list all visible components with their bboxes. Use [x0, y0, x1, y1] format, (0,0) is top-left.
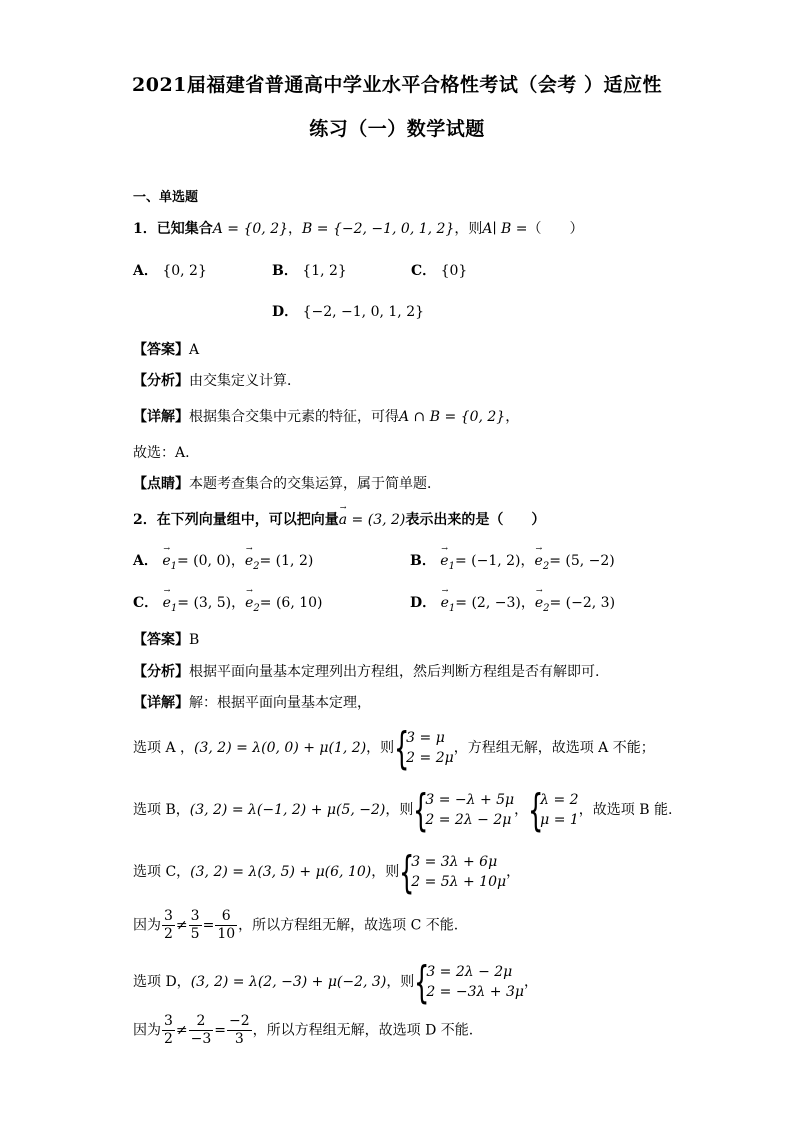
option-label: C． [411, 263, 437, 279]
because-conclusion: ，所以方程组无解，故选项 D 不能. [252, 1022, 474, 1039]
analysis-tag: 【分析】 [133, 664, 189, 680]
solution-conclusion: ，故选项 B 能. [578, 802, 673, 818]
option-label: B． [272, 263, 298, 279]
solution-equation: (3, 2) = λ(−1, 2) + μ(5, −2) [189, 802, 386, 818]
detail-tag: 【详解】 [133, 695, 189, 711]
q2-answer [133, 629, 199, 649]
vector-e1: → $e_1$ [162, 544, 177, 572]
q1-comment [133, 473, 441, 493]
option-label: A． [133, 553, 158, 569]
q2-detail [133, 692, 371, 712]
section-heading: 一、单选题 [133, 190, 199, 205]
option-label: C． [133, 595, 159, 611]
vector-arrow-icon: → [441, 544, 448, 553]
because-label: 因为 [133, 1022, 161, 1039]
equation-system: { 3 = 2λ − 2μ 2 = −3λ + 3μ [414, 957, 524, 1008]
vector-arrow-icon: → [535, 586, 543, 595]
option-label: A． [133, 263, 158, 279]
vector-arrow-icon: → [245, 544, 253, 553]
q2-solution-b: 选项 B，(3, 2) = λ(−1, 2) + μ(5, −2)，则 { 3 = −λ + 5μ 2 = 2λ − 2μ ， { λ = 2 μ = 1 ，故选项 B 能. [133, 785, 673, 836]
equation-system: { 3 = −λ + 5μ 2 = 2λ − 2μ [413, 785, 515, 836]
q2-because-d [133, 1013, 473, 1048]
q2-because-c [133, 908, 458, 943]
comment-tag: 【点睛】 [133, 476, 189, 492]
e1-value: = (0, 0) [177, 553, 231, 569]
solution-then: ，则 [366, 740, 395, 756]
option-text: {1, 2} [302, 263, 347, 279]
q2-solution-d [133, 957, 538, 1008]
vector-arrow-icon: → [339, 503, 347, 512]
e1-value: = (3, 5) [177, 595, 232, 611]
solution-equation: (3, 2) = λ(0, 0) + μ(1, 2) [194, 740, 367, 756]
q1-detail [133, 406, 519, 426]
q1-stem [133, 218, 583, 238]
option-text: {0, 2} [162, 263, 207, 279]
answer-value: A [189, 342, 200, 358]
q1-option-c[interactable] [411, 260, 467, 280]
analysis-tag: 【分析】 [133, 373, 189, 389]
analysis-text: 由交集定义计算． [189, 373, 301, 389]
vector-e2: → $e_2$ [244, 544, 260, 572]
vector-e1: → $e_1$ [162, 586, 178, 614]
fraction: $\frac{-2}{3}$ [229, 1013, 250, 1047]
q2-stem-post: 表示出来的是（ ） [405, 512, 546, 528]
q1-stem-post: ，则 [454, 221, 483, 237]
vector-arrow-icon: → [535, 544, 543, 553]
solution-conclusion: ， [506, 864, 521, 880]
equation-system: { 3 = 3λ + 6μ 2 = 5λ + 10μ [399, 847, 507, 898]
operator: ≠ [175, 917, 188, 934]
q1-set-a: A = {0, 2} [212, 221, 289, 237]
solution-equation: (3, 2) = λ(2, −3) + μ(−2, 3) [190, 974, 387, 990]
q1-option-d[interactable] [272, 301, 424, 321]
solution-conclusion: ，方程组无解，故选项 A 不能； [453, 740, 655, 756]
e1-value: = (−1, 2) [454, 553, 521, 569]
e2-value: = (6, 10) [259, 595, 323, 611]
q1-answer [133, 339, 199, 359]
e2-value: = (−2, 3) [549, 595, 616, 611]
detail-text: 解：根据平面向量基本定理， [189, 695, 371, 711]
detail-post: ， [505, 409, 520, 425]
q1-conclusion: 故选：A. [133, 445, 190, 461]
q2-solution-a [133, 723, 655, 774]
vector-e2: → $e_2$ [534, 544, 550, 572]
q1-paren: （ ） [527, 221, 584, 237]
vector-arrow-icon: → [246, 586, 253, 595]
detail-math: A ∩ B = {0, 2} [399, 409, 506, 425]
doc-title-line2: 练习（一）数学试题 [309, 118, 485, 140]
fraction: $\frac{6}{10}$ [217, 908, 236, 942]
q1-analysis [133, 370, 301, 390]
q2-option-c[interactable]: C． → $e_1= (3$, 5)， → $e_2= (6$, 10) [133, 586, 323, 614]
e2-value: = (5, −2) [549, 553, 615, 569]
detail-tag: 【详解】 [133, 409, 189, 425]
because-label: 因为 [133, 917, 161, 934]
vector-arrow-icon: → [441, 586, 449, 595]
fraction: $\frac{3}{5}$ [190, 908, 200, 942]
q2-number: 2． [133, 512, 157, 528]
q1-set-b: B = {−2, −1, 0, 1, 2} [302, 221, 455, 237]
q1-number: 1． [133, 221, 157, 237]
q2-stem-pre: 在下列向量组中，可以把向量 [156, 512, 339, 528]
operator: = [214, 1022, 227, 1039]
vector-arrow-icon: → [163, 544, 171, 553]
detail-text: 根据集合交集中元素的特征，可得 [189, 409, 399, 425]
q2-vector-a: → a = (3, 2) [338, 503, 406, 528]
fraction: $\frac{2}{-3}$ [190, 1013, 212, 1047]
answer-value: B [189, 632, 200, 648]
solution-label: 选项 B， [133, 802, 190, 818]
solution-label: 选项 A ， [133, 740, 195, 756]
because-conclusion: ，所以方程组无解，故选项 C 不能. [238, 917, 459, 934]
option-label: B． [410, 553, 436, 569]
fraction: $\frac{3}{2}$ [164, 908, 173, 942]
operator: = [202, 917, 215, 934]
comment-text: 本题考查集合的交集运算，属于简单题． [189, 476, 441, 492]
vector-e1: → $e_1$ [440, 544, 455, 572]
e1-value: = (2, −3) [455, 595, 521, 611]
fraction: $\frac{3}{2}$ [164, 1013, 173, 1047]
q1-sep: ， [288, 221, 303, 237]
option-label: D． [272, 304, 299, 320]
q1-option-a[interactable] [133, 260, 207, 280]
q2-analysis [133, 661, 599, 681]
q2-option-d[interactable]: D． → $e_1= (2$, −3)， → $e_2= (-2$, 3) [410, 586, 616, 614]
solution-then: ，则 [386, 974, 415, 990]
q2-option-a[interactable]: A． → $e_1= (0$, 0)， → $e_2= (1$, 2) [133, 544, 314, 572]
q1-expr: A∣ B = [482, 221, 528, 237]
q1-option-b[interactable] [272, 260, 347, 280]
answer-tag: 【答案】 [133, 632, 189, 648]
solution-then: ，则 [371, 864, 400, 880]
solution-label: 选项 C， [133, 864, 191, 880]
q1-stem-pre: 已知集合 [156, 221, 213, 237]
doc-title-line1: 2021届福建省普通高中学业水平合格性考试（会考 ）适应性 [132, 74, 662, 96]
solution-system: { λ = 2 μ = 1 [528, 785, 579, 836]
analysis-text: 根据平面向量基本定理列出方程组，然后判断方程组是否有解即可. [189, 664, 600, 680]
solution-equation: (3, 2) = λ(3, 5) + μ(6, 10) [190, 864, 372, 880]
vector-e1: → $e_1$ [440, 586, 456, 614]
solution-label: 选项 D， [133, 974, 191, 990]
vector-e2: → $e_2$ [534, 586, 550, 614]
option-label: D． [410, 595, 437, 611]
operator: ≠ [175, 1022, 188, 1039]
q2-solution-c [133, 847, 521, 898]
option-text: {0} [440, 263, 468, 279]
answer-tag: 【答案】 [133, 342, 189, 358]
option-text: {−2, −1, 0, 1, 2} [302, 304, 425, 320]
equation-system: { 3 = μ 2 = 2μ [394, 723, 454, 774]
vector-e2: → $e_2$ [245, 586, 260, 614]
solution-then: ，则 [385, 802, 414, 818]
solution-conclusion: ， [524, 974, 538, 990]
vector-arrow-icon: → [163, 586, 171, 595]
q2-stem [133, 503, 546, 529]
q2-option-b[interactable]: B． → $e_1= (-1$, 2)， → $e_2= (5$, −2) [410, 544, 615, 572]
e2-value: = (1, 2) [259, 553, 314, 569]
